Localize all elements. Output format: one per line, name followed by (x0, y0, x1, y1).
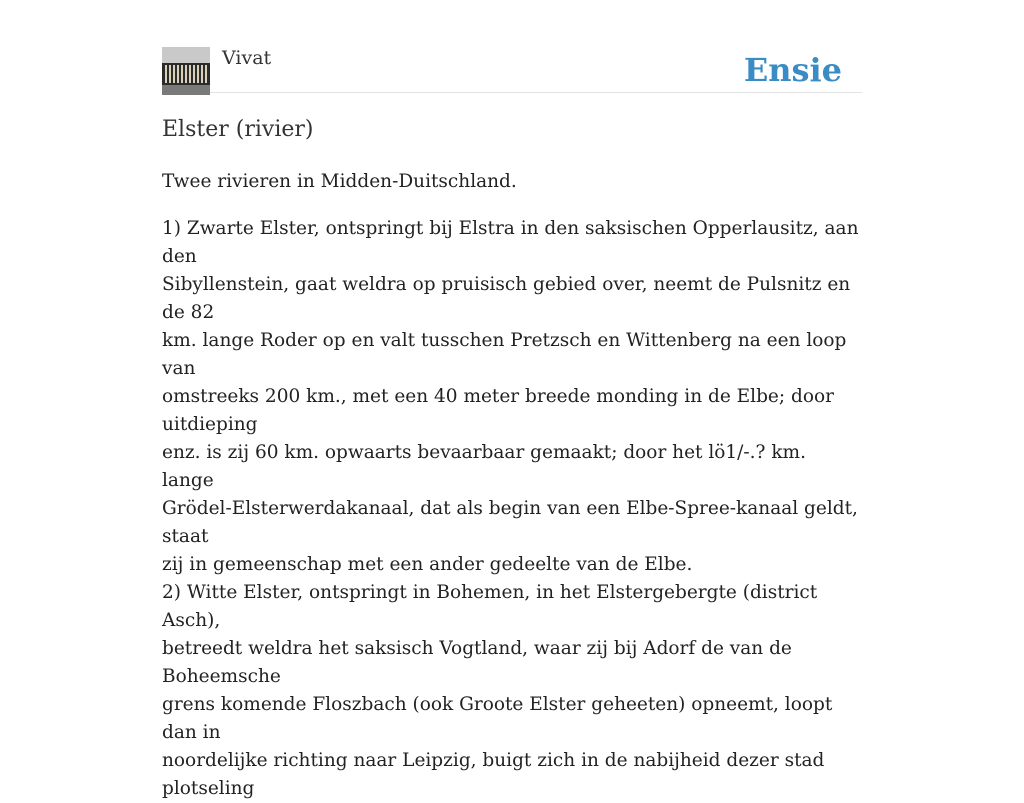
article-body: 1) Zwarte Elster, ontspringt bij Elstra in den saksischen Opperlausitz, aan den Sibyllenstein, gaat weldra op pruisisch gebied over, neemt de Pulsnitz en de 82 km. lange Roder op en valt tusschen Pretzsch en Wittenberg na een loop van omstreeks 200 km., met een 40 meter breede monding in de Elbe; door uitdieping enz. is zij 60 km. opwaarts bevaarbaar gemaakt; door het lö1/-.? km. lange Grödel-Elsterwerdakanaal, dat als begin van een Elbe-Spree-kanaal geldt, staat zij in gemeenschap met een ander gedeelte van de Elbe. 2) Witte Elster, ontspringt in Bohemen, in het Elstergebergte (district Asch), betreedt weldra het saksisch Vogtland, waar zij bij Adorf de van de Boheemsche grens komende Floszbach (ook Groote Elster geheeten) opneemt, loopt dan in noordelijke richting naar Leipzig, buigt zich in de nabijheid dezer stad plotseling (162, 218, 859, 799)
page-header (162, 0, 862, 93)
page-container (162, 0, 862, 799)
brand-logo[interactable]: Ensie (743, 51, 842, 89)
article-title: Elster (rivier) (162, 117, 314, 142)
article-content (162, 168, 862, 803)
article-intro: Twee rivieren in Midden-Duitschland. (162, 171, 517, 192)
avatar[interactable] (162, 47, 210, 95)
author-name[interactable]: Vivat (222, 47, 272, 69)
